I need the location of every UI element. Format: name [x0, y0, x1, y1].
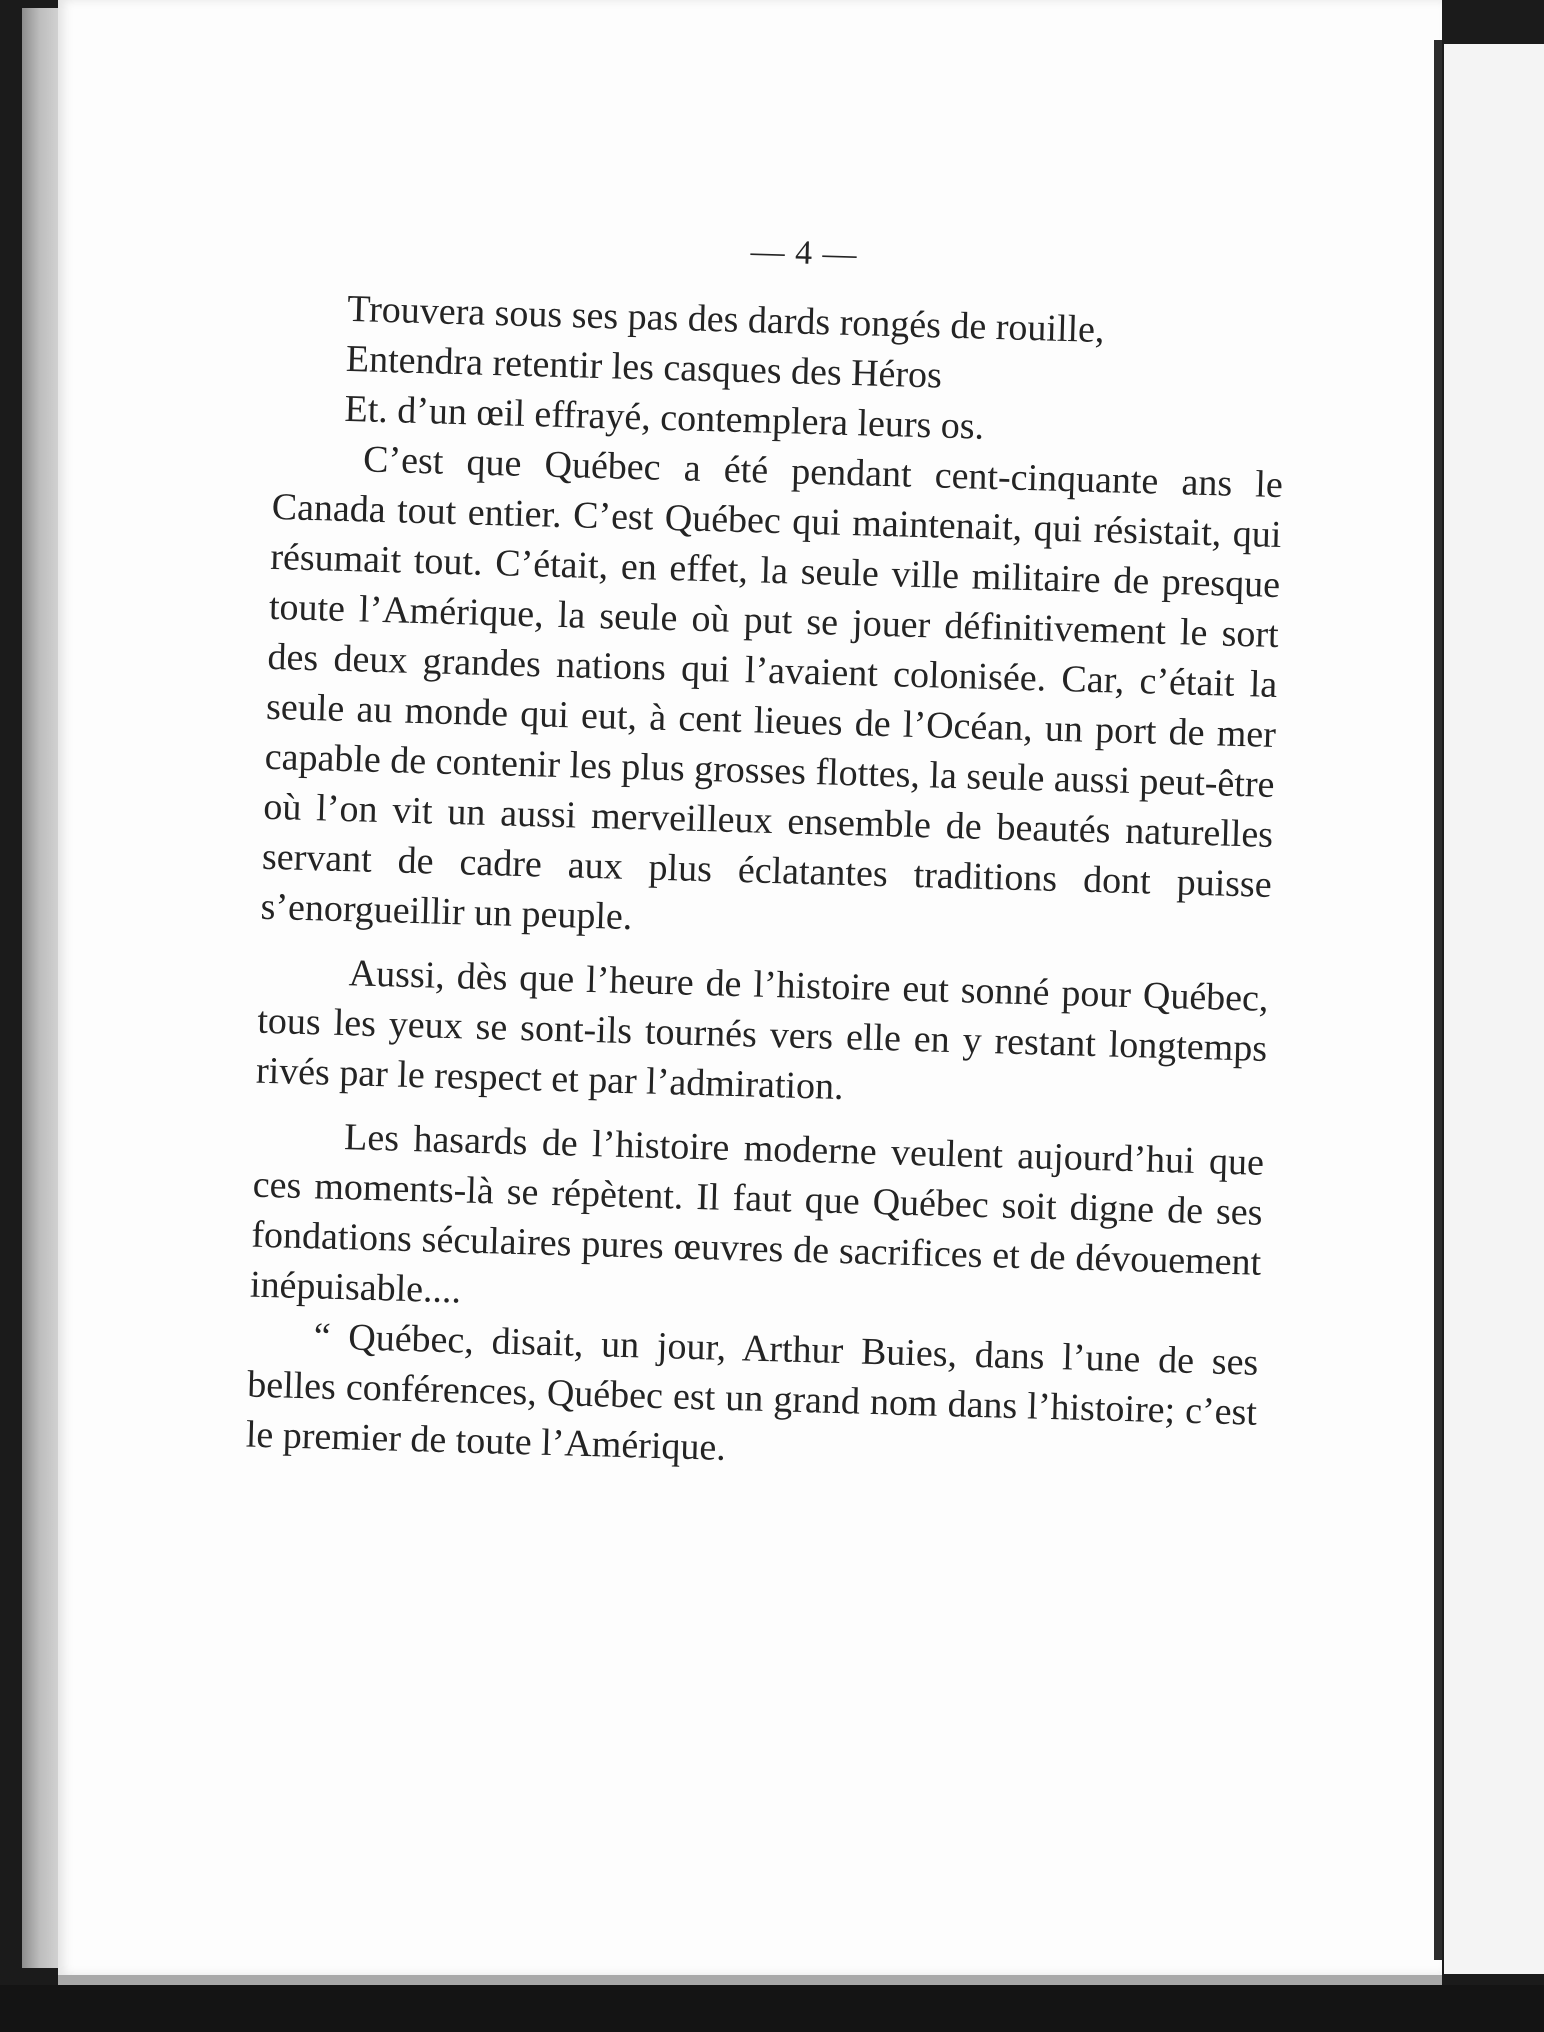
page-number: — 4 —: [750, 233, 859, 274]
verse-line: Et. d’un œil effrayé, contemplera leurs os.: [343, 387, 985, 448]
adjacent-page: [1444, 44, 1544, 1974]
verse-line: Trouvera sous ses pas des dards rongés de rouille,: [346, 287, 1106, 352]
quote-paragraph: “ Québec, disait, un jour, Arthur Buies, dans l’une de ses belles conférences, Québec est un grand nom dans l’histoire; c’est le premier de toute l’Amérique.: [245, 1315, 1259, 1469]
paragraph: Les hasards de l’histoire moderne veulent aujourd’hui que ces moments-là se répètent. Il faut que Québec soit digne de ses fondations séculaires pures œuvres de sacrifices et de dévouement inépuisable....: [249, 1116, 1265, 1312]
verse: [274, 282, 1288, 460]
page-gutter: [1434, 40, 1442, 1960]
verse-line: Entendra retentir les casques des Héros: [345, 337, 943, 397]
paragraph: Aussi, dès que l’heure de l’histoire eut sonné pour Québec, tous les yeux se sont-ils tournés vers elle en y restant longtemps rivés par le respect et par l’admiration.: [255, 952, 1270, 1109]
scan-bottom-border: [0, 1985, 1544, 2032]
paragraph: C’est que Québec a été pendant cent-cinquante ans le Canada tout entier. C’est Québec qui maintenait, qui résistait, qui résumait tout. C’était, en effet, la seule ville militaire de presque toute l’Amérique, la seule où put se jouer définitivement le sort des deux grandes nations qui l’avaient colonisée. Car, c’était la seule au monde qui eut, à cent lieues de l’Océan, un port de mer capable de contenir les plus grosses flottes, la seule aussi peut-être où l’on vit un aussi merveilleux ensemble de beautés naturelles servant de cadre aux plus éclatantes traditions dont puisse s’enorgueillir un peuple.: [260, 438, 1284, 939]
page-text: [245, 214, 1289, 1488]
